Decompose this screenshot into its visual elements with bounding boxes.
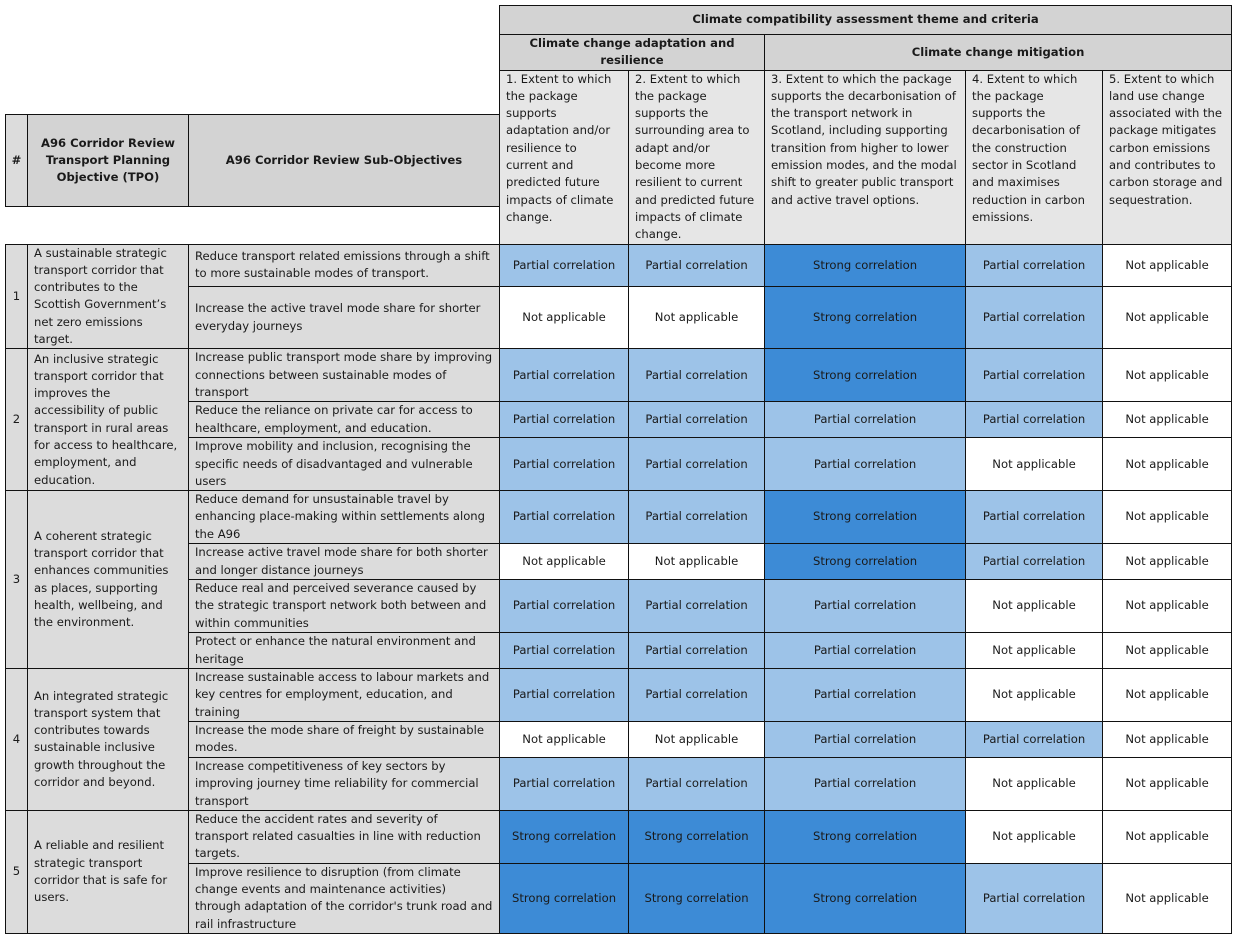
rating-cell: Strong correlation: [629, 810, 765, 863]
rating-cell: Partial correlation: [629, 580, 765, 633]
rating-cell: Strong correlation: [765, 491, 966, 544]
rating-cell: Not applicable: [500, 287, 629, 349]
objective-tpo: An inclusive strategic transport corridor that improves the accessibility of public transport in rural areas for access to healthcare, employment, and education.: [28, 349, 189, 491]
rating-cell: Strong correlation: [765, 287, 966, 349]
rating-cell: Not applicable: [1103, 438, 1232, 491]
rating-cell: Partial correlation: [500, 438, 629, 491]
sub-objective: Increase the mode share of freight by sustainable modes.: [189, 721, 500, 757]
col-header-number: #: [6, 115, 28, 207]
rating-cell: Not applicable: [500, 544, 629, 580]
rating-cell: Partial correlation: [966, 287, 1103, 349]
col-header-sub-objectives: A96 Corridor Review Sub-Objectives: [189, 115, 500, 207]
rating-cell: Strong correlation: [765, 863, 966, 933]
objective-number: 1: [6, 244, 28, 349]
col-header-tpo: A96 Corridor Review Transport Planning Objective (TPO): [28, 115, 189, 207]
sub-objective: Increase the active travel mode share for shorter everyday journeys: [189, 287, 500, 349]
table-row: [6, 244, 1232, 287]
table-row: [6, 544, 1232, 580]
sub-objective: Reduce demand for unsustainable travel by enhancing place-making within settlements along the A96: [189, 491, 500, 544]
rating-cell: Not applicable: [1103, 757, 1232, 810]
rating-cell: Strong correlation: [629, 863, 765, 933]
rating-cell: Partial correlation: [966, 491, 1103, 544]
rating-cell: Partial correlation: [765, 721, 966, 757]
rating-cell: Partial correlation: [500, 757, 629, 810]
table-row: [6, 491, 1232, 544]
sub-objective: Increase active travel mode share for both shorter and longer distance journeys: [189, 544, 500, 580]
rating-cell: Not applicable: [1103, 669, 1232, 722]
rating-cell: Partial correlation: [500, 244, 629, 287]
rating-cell: Partial correlation: [966, 544, 1103, 580]
criterion-4: 4. Extent to which the package supports the decarbonisation of the construction sector in Scotland and maximises reduction in carbon emissions.: [966, 70, 1103, 244]
left-headers: [5, 114, 500, 207]
rating-cell: Partial correlation: [765, 580, 966, 633]
rating-cell: Partial correlation: [629, 633, 765, 669]
criterion-3: 3. Extent to which the package supports the decarbonisation of the transport network in Scotland, including supporting transition from higher to lower emission modes, and the modal shift to greater public transport and active travel options.: [765, 70, 966, 244]
rating-cell: Strong correlation: [500, 810, 629, 863]
objective-tpo: A reliable and resilient strategic transport corridor that is safe for users.: [28, 810, 189, 933]
rating-cell: Not applicable: [1103, 633, 1232, 669]
rating-cell: Partial correlation: [629, 349, 765, 402]
rating-cell: Not applicable: [629, 544, 765, 580]
rating-cell: Partial correlation: [629, 757, 765, 810]
sub-objective: Increase competitiveness of key sectors by improving journey time reliability for commercial transport: [189, 757, 500, 810]
rating-cell: Not applicable: [1103, 544, 1232, 580]
rating-cell: Strong correlation: [765, 244, 966, 287]
sub-objective: Improve mobility and inclusion, recognising the specific needs of disadvantaged and vulnerable users: [189, 438, 500, 491]
rating-cell: Partial correlation: [966, 244, 1103, 287]
rating-cell: Partial correlation: [500, 633, 629, 669]
rating-cell: Not applicable: [1103, 580, 1232, 633]
rating-cell: Partial correlation: [500, 349, 629, 402]
rating-cell: Partial correlation: [500, 491, 629, 544]
rating-cell: Not applicable: [966, 757, 1103, 810]
rating-cell: Not applicable: [966, 633, 1103, 669]
group-header-adaptation: Climate change adaptation and resilience: [500, 35, 765, 71]
criterion-2: 2. Extent to which the package supports the surrounding area to adapt and/or become more resilient to current and predicted future impacts of climate change.: [629, 70, 765, 244]
rating-cell: Partial correlation: [966, 721, 1103, 757]
rating-cell: Partial correlation: [629, 438, 765, 491]
rating-cell: Not applicable: [1103, 863, 1232, 933]
objective-tpo: A coherent strategic transport corridor that enhances communities as places, supporting health, wellbeing, and the environment.: [28, 491, 189, 669]
objective-number: 4: [6, 669, 28, 811]
rating-cell: Not applicable: [629, 287, 765, 349]
rating-cell: Partial correlation: [765, 438, 966, 491]
rating-cell: Partial correlation: [500, 402, 629, 438]
rating-cell: Partial correlation: [966, 402, 1103, 438]
table-row: [6, 757, 1232, 810]
table-row: [6, 721, 1232, 757]
rating-cell: Partial correlation: [765, 669, 966, 722]
rating-cell: Not applicable: [1103, 244, 1232, 287]
rating-cell: Partial correlation: [765, 757, 966, 810]
rating-cell: Partial correlation: [629, 402, 765, 438]
table-row: [6, 438, 1232, 491]
rating-cell: Not applicable: [966, 580, 1103, 633]
objective-tpo: An integrated strategic transport system that contributes towards sustainable inclusive growth throughout the corridor and beyond.: [28, 669, 189, 811]
rating-cell: Not applicable: [966, 669, 1103, 722]
rating-cell: Not applicable: [1103, 349, 1232, 402]
criterion-1: 1. Extent to which the package supports adaptation and/or resilience to current and predicted future impacts of climate change.: [500, 70, 629, 244]
rating-cell: Not applicable: [629, 721, 765, 757]
table-row: [6, 287, 1232, 349]
table-row: [6, 863, 1232, 933]
rating-cell: Not applicable: [1103, 402, 1232, 438]
sub-objective: Improve resilience to disruption (from climate change events and maintenance activities) through adaptation of the corridor's trunk road and rail infrastructure: [189, 863, 500, 933]
header-row-top: [6, 6, 1232, 35]
rating-cell: Strong correlation: [500, 863, 629, 933]
sub-objective: Increase public transport mode share by improving connections between sustainable modes of transport: [189, 349, 500, 402]
rating-cell: Partial correlation: [500, 669, 629, 722]
table-row: [6, 633, 1232, 669]
rating-cell: Strong correlation: [765, 544, 966, 580]
rating-cell: Not applicable: [1103, 810, 1232, 863]
rating-cell: Partial correlation: [966, 349, 1103, 402]
rating-cell: Partial correlation: [765, 402, 966, 438]
rating-cell: Not applicable: [1103, 491, 1232, 544]
sub-objective: Reduce transport related emissions through a shift to more sustainable modes of transport.: [189, 244, 500, 287]
rating-cell: Partial correlation: [629, 491, 765, 544]
rating-cell: Partial correlation: [765, 633, 966, 669]
rating-cell: Partial correlation: [500, 580, 629, 633]
sub-objective: Reduce the accident rates and severity of transport related casualties in line with reduction targets.: [189, 810, 500, 863]
objective-number: 5: [6, 810, 28, 933]
rating-cell: Partial correlation: [629, 244, 765, 287]
objective-number: 3: [6, 491, 28, 669]
criterion-5: 5. Extent to which land use change associated with the package mitigates carbon emissions and contributes to carbon storage and sequestration.: [1103, 70, 1232, 244]
table-row: [6, 402, 1232, 438]
table-row: [6, 349, 1232, 402]
rating-cell: Not applicable: [966, 810, 1103, 863]
sub-objective: Increase sustainable access to labour markets and key centres for employment, education, and training: [189, 669, 500, 722]
rating-cell: Not applicable: [1103, 721, 1232, 757]
group-header-mitigation: Climate change mitigation: [765, 35, 1232, 71]
objective-number: 2: [6, 349, 28, 491]
rating-cell: Not applicable: [1103, 287, 1232, 349]
sub-objective: Protect or enhance the natural environment and heritage: [189, 633, 500, 669]
objective-tpo: A sustainable strategic transport corridor that contributes to the Scottish Government’s net zero emissions target.: [28, 244, 189, 349]
table-row: [6, 669, 1232, 722]
rating-cell: Partial correlation: [629, 669, 765, 722]
theme-header: Climate compatibility assessment theme and criteria: [500, 6, 1232, 35]
rating-cell: Not applicable: [500, 721, 629, 757]
table-row: [6, 580, 1232, 633]
rating-cell: Not applicable: [966, 438, 1103, 491]
rating-cell: Strong correlation: [765, 349, 966, 402]
sub-objective: Reduce the reliance on private car for access to healthcare, employment, and education.: [189, 402, 500, 438]
sub-objective: Reduce real and perceived severance caused by the strategic transport network both between and within communities: [189, 580, 500, 633]
rating-cell: Partial correlation: [966, 863, 1103, 933]
table-row: [6, 810, 1232, 863]
rating-cell: Strong correlation: [765, 810, 966, 863]
